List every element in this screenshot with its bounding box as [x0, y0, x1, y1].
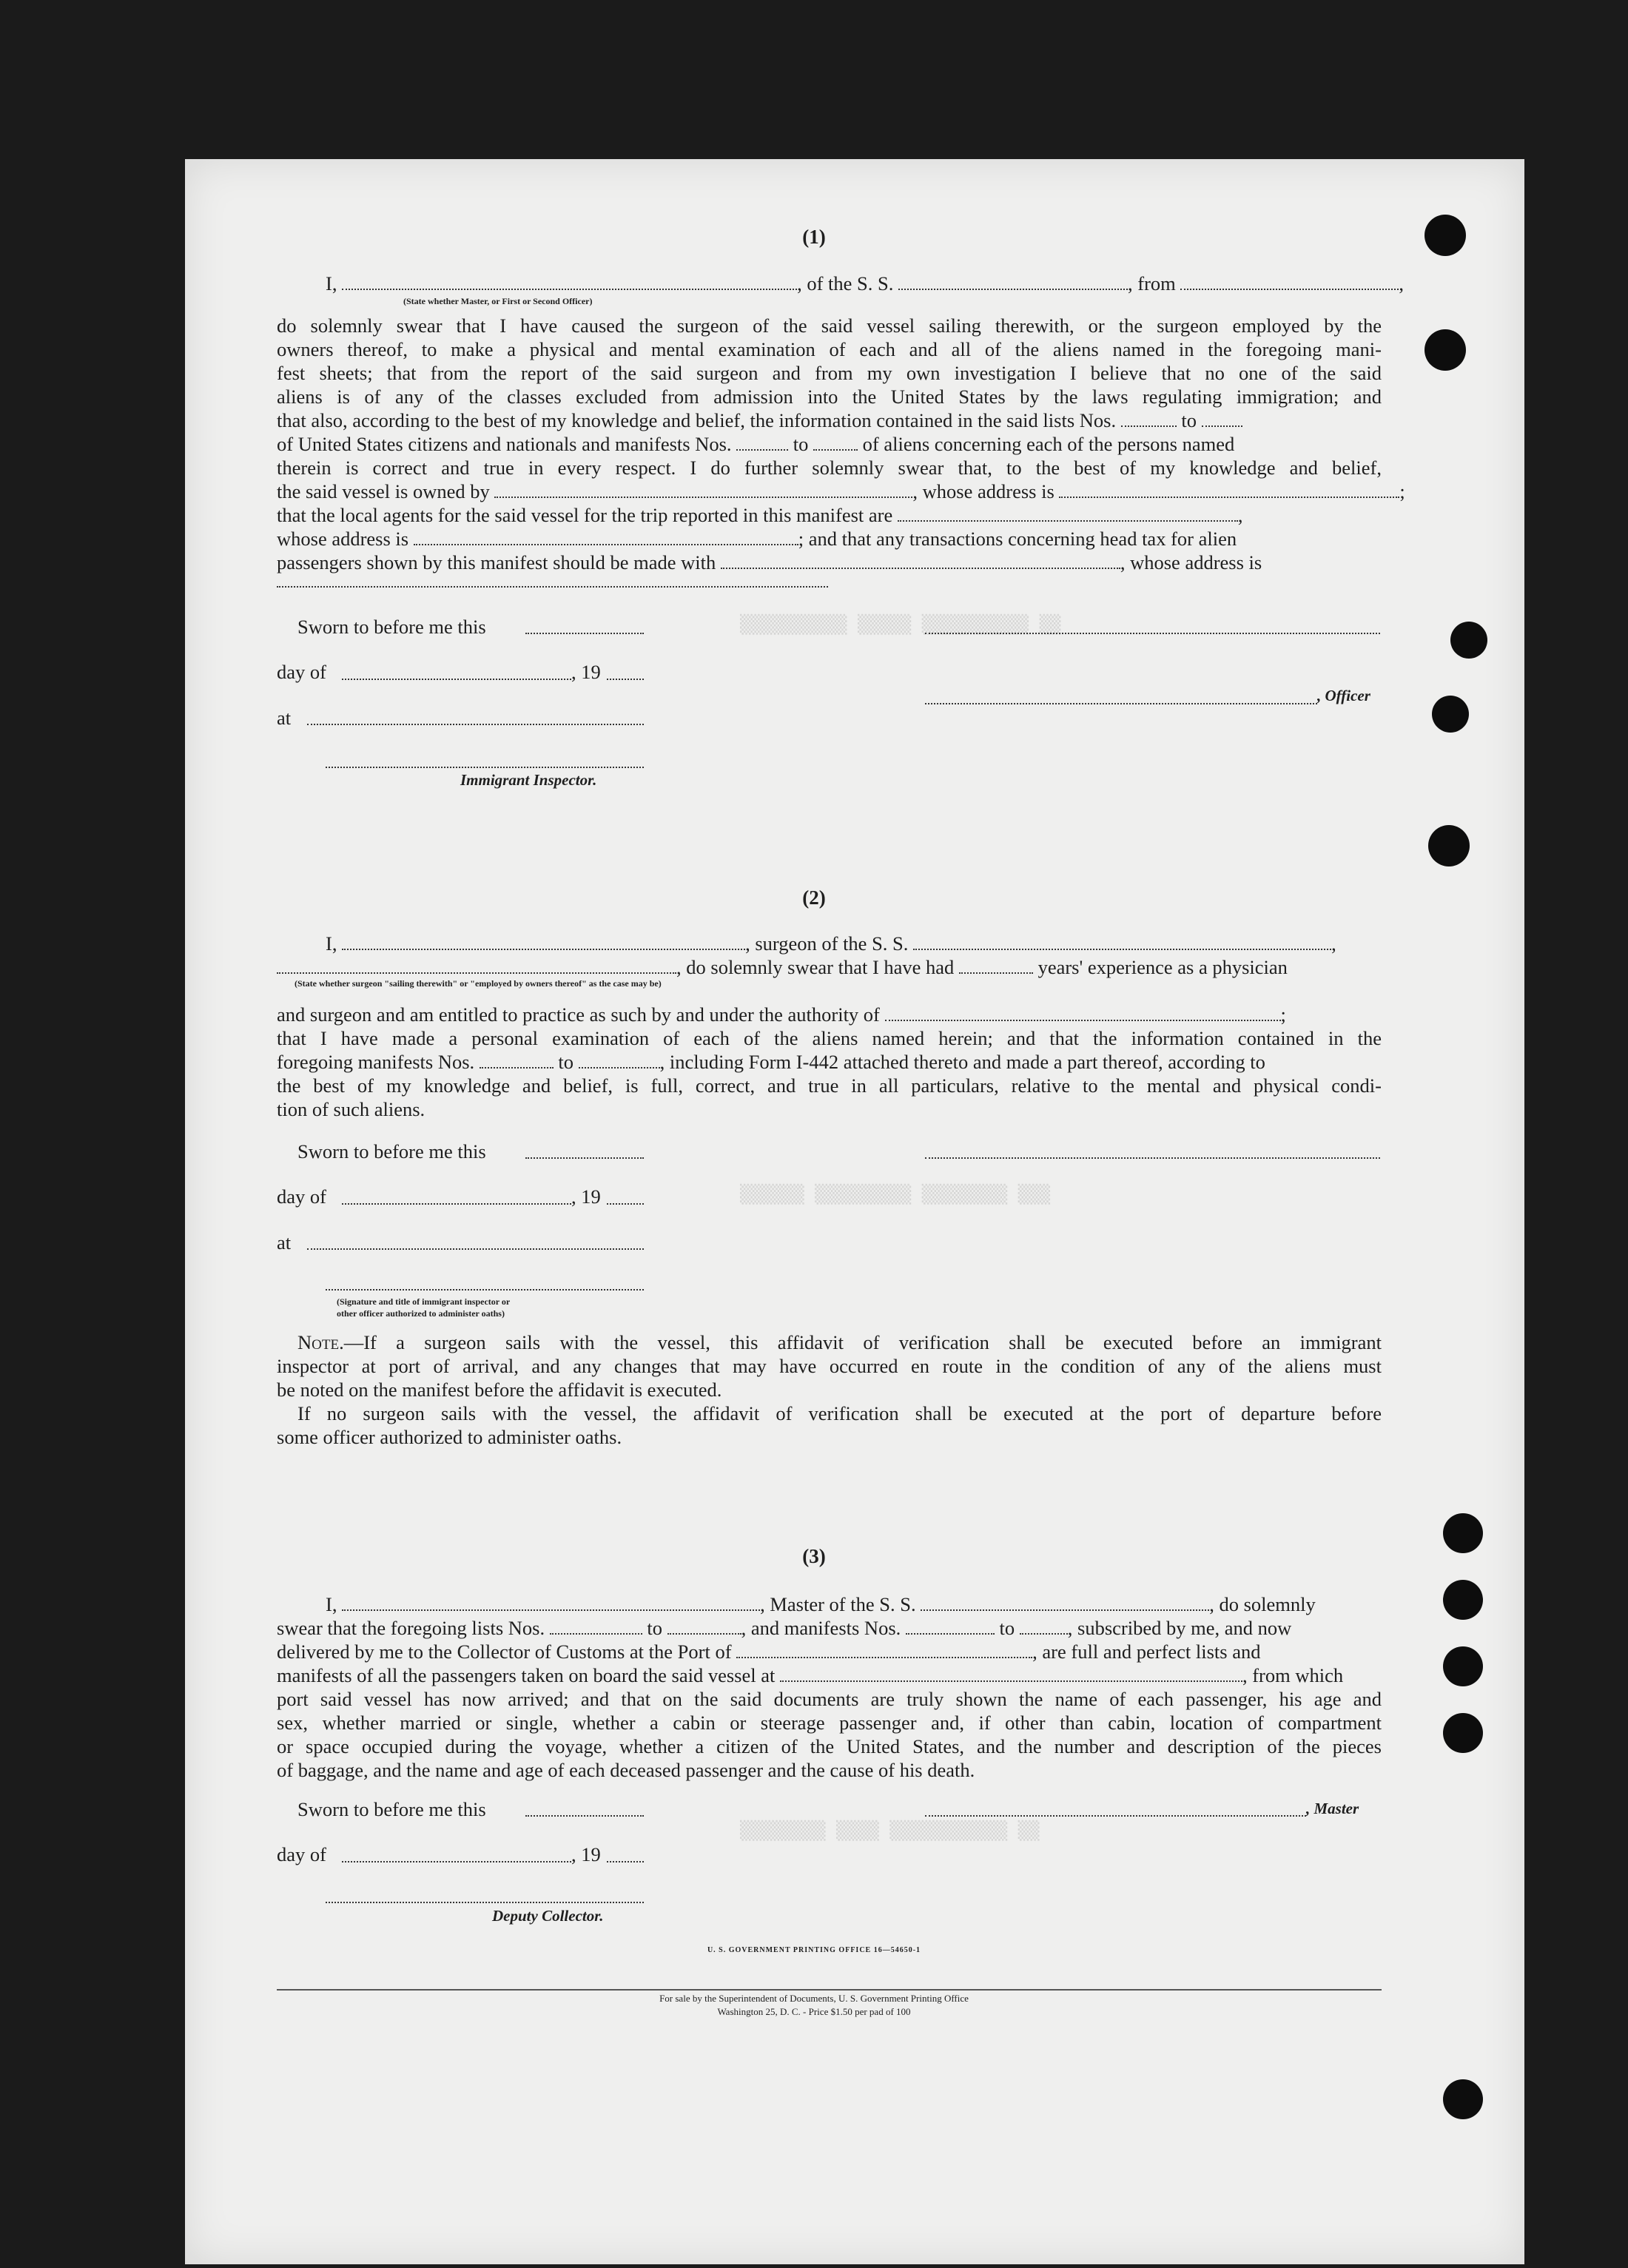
- text: to: [999, 1617, 1015, 1639]
- text: ; and that any transactions concerning head tax for alien: [798, 528, 1237, 550]
- text: manifests of all the passengers taken on board the said vessel at: [277, 1664, 776, 1686]
- list-from-field[interactable]: [550, 1617, 642, 1635]
- immigrant-inspector-label: Immigrant Inspector.: [460, 771, 597, 789]
- inspector-signature-field[interactable]: [326, 1289, 644, 1291]
- section-1-para-line: [277, 528, 1237, 551]
- sworn-label: Sworn to before me this: [297, 1140, 486, 1162]
- officer-label: , Officer: [1317, 687, 1370, 704]
- text: —If a surgeon sails with the vessel, this affidavit of verification shall be executed before an immigrant: [343, 1331, 1382, 1353]
- manifest-to-field[interactable]: [813, 433, 858, 451]
- note-head: Note.: [297, 1331, 344, 1353]
- section-1-para-line: [277, 409, 1242, 433]
- text: ;: [1280, 1003, 1286, 1026]
- vessel-name-field[interactable]: [921, 1593, 1209, 1611]
- section-2-surgeon-note: (State whether surgeon "sailing therewith" or "employed by owners thereof" as the case may be): [295, 978, 662, 989]
- footer-rule: [277, 1989, 1382, 1991]
- local-agents-field[interactable]: [898, 504, 1238, 522]
- section-1-para-line: therein is correct and true in every respect. I do further solemnly swear that, to the best of my knowledge and belief,: [277, 457, 1382, 479]
- year-label: , 19: [571, 661, 601, 683]
- section-1-para-line: [277, 551, 1262, 575]
- section-1-para-line: [277, 504, 1243, 528]
- text: to: [793, 433, 809, 455]
- vessel-name-field[interactable]: [898, 272, 1128, 290]
- text: the said vessel is owned by: [277, 480, 490, 502]
- note-line: be noted on the manifest before the affidavit is executed.: [277, 1379, 722, 1401]
- section-1-para-line: [277, 480, 1405, 504]
- note-line: [297, 1331, 1382, 1355]
- bleed-through: ▒▒▒▒▒▒ ▒▒▒▒▒▒▒▒▒ ▒▒▒▒▒▒▒▒ ▒▒▒: [740, 1184, 1051, 1205]
- text-of-ss: , of the S. S.: [797, 272, 894, 295]
- punch-hole: [1443, 1646, 1483, 1686]
- section-3-line-2: [277, 1617, 1291, 1641]
- officer-name-field[interactable]: [342, 272, 797, 290]
- signature-note-line: (Signature and title of immigrant inspector or: [337, 1296, 511, 1307]
- surgeon-status-field[interactable]: [277, 956, 676, 974]
- section-1-para-line: do solemnly swear that I have caused the surgeon of the said vessel sailing therewith, or the surgeon employed by the: [277, 314, 1382, 337]
- punch-hole: [1443, 1580, 1483, 1620]
- section-3-para-line: port said vessel has now arrived; and that on the said documents are truly shown the name of each passenger, his age and: [277, 1688, 1382, 1710]
- text: to: [647, 1617, 662, 1639]
- text-i: I,: [326, 272, 337, 295]
- text-comma: ,: [1399, 272, 1405, 295]
- master-label: , Master: [1306, 1800, 1359, 1817]
- text: to: [1181, 409, 1197, 431]
- sworn-label: Sworn to before me this: [297, 1798, 486, 1820]
- punch-hole: [1443, 2079, 1483, 2119]
- text: ,: [1331, 932, 1336, 955]
- text: passengers shown by this manifest should be made with: [277, 551, 716, 573]
- section-1-para-line: fest sheets; that from the report of the said surgeon and from my own investigation I believe that no one of the said: [277, 362, 1382, 384]
- day-of-month-field[interactable]: [342, 1203, 571, 1205]
- day-of-label: day of: [277, 1843, 326, 1865]
- text: , whose address is: [912, 480, 1054, 502]
- punch-hole: [1432, 696, 1469, 733]
- boarding-port-field[interactable]: [780, 1664, 1242, 1682]
- vessel-name-field[interactable]: [913, 932, 1331, 950]
- year-label: , 19: [571, 1185, 601, 1208]
- text-from: , from: [1128, 272, 1176, 295]
- text: of aliens concerning each of the persons named: [862, 433, 1235, 455]
- agents-address-field[interactable]: [414, 528, 798, 545]
- section-2-para-line: tion of such aliens.: [277, 1098, 426, 1120]
- text: delivered by me to the Collector of Customs at the Port of: [277, 1641, 732, 1663]
- text: to: [558, 1051, 574, 1073]
- text: , including Form I-442 attached thereto and made a part thereof, according to: [659, 1051, 1265, 1073]
- sworn-day-field[interactable]: [525, 1157, 644, 1159]
- text: , from which: [1242, 1664, 1344, 1686]
- master-signature-field[interactable]: [925, 1815, 1306, 1817]
- surgeon-signature-field[interactable]: [925, 1157, 1380, 1159]
- note-line: If no surgeon sails with the vessel, the affidavit of verification shall be executed at the port of departure before: [297, 1402, 1382, 1424]
- text: of United States citizens and nationals and manifests Nos.: [277, 433, 732, 455]
- sworn-day-field[interactable]: [525, 1815, 644, 1817]
- section-2-para-line: that I have made a personal examination of each of the aliens named herein; and that the information contained in the: [277, 1027, 1382, 1049]
- vessel-owner-field[interactable]: [494, 480, 912, 498]
- text: ;: [1399, 480, 1405, 502]
- day-of-label: day of: [277, 661, 326, 683]
- year-field[interactable]: [607, 1861, 644, 1862]
- text: that also, according to the best of my knowledge and belief, the information contained in the said lists Nos.: [277, 409, 1117, 431]
- bleed-through: ▒▒▒▒▒▒▒▒ ▒▒▒▒ ▒▒▒▒▒▒▒▒▒▒▒ ▒▒: [740, 1820, 1040, 1841]
- section-1-para-line: owners thereof, to make a physical and mental examination of each and all of the aliens named in the foregoing mani-: [277, 338, 1382, 360]
- deputy-collector-label: Deputy Collector.: [492, 1907, 604, 1925]
- section-2-number: (2): [802, 886, 826, 909]
- at-place-field[interactable]: [307, 724, 644, 725]
- manifest-from-field[interactable]: [736, 433, 788, 451]
- text: , subscribed by me, and now: [1067, 1617, 1292, 1639]
- section-3-number: (3): [802, 1545, 826, 1567]
- years-experience-field[interactable]: [959, 956, 1033, 974]
- text: I,: [326, 932, 337, 955]
- section-3-para-line: of baggage, and the name and age of each deceased passenger and the cause of his death.: [277, 1759, 975, 1781]
- head-tax-address-field[interactable]: [277, 586, 828, 588]
- text: swear that the foregoing lists Nos.: [277, 1617, 545, 1639]
- year-field[interactable]: [607, 1203, 644, 1205]
- master-name-field[interactable]: [342, 1593, 760, 1611]
- text: foregoing manifests Nos.: [277, 1051, 475, 1073]
- text: , do solemnly swear that I have had: [676, 956, 955, 978]
- manifest-from-field[interactable]: [906, 1617, 995, 1635]
- deputy-signature-field[interactable]: [326, 1902, 644, 1903]
- section-1-para-line: aliens is of any of the classes excluded from admission into the United States by the laws regulating immigration; and: [277, 386, 1382, 408]
- punch-hole: [1424, 329, 1466, 371]
- text: that the local agents for the said vessel for the trip reported in this manifest are: [277, 504, 893, 526]
- surgeon-name-field[interactable]: [342, 932, 745, 950]
- section-3-para-line: or space occupied during the voyage, whether a citizen of the United States, and the number and description of the pieces: [277, 1735, 1382, 1757]
- footer-line-1: For sale by the Superintendent of Documents, U. S. Government Printing Office: [659, 1993, 969, 2004]
- day-of-label: day of: [277, 1185, 326, 1208]
- day-of-month-field[interactable]: [342, 1861, 571, 1862]
- section-3-para-line: sex, whether married or single, whether a cabin or steerage passenger and, if other than cabin, location of compartment: [277, 1712, 1382, 1734]
- printing-office-note: U. S. GOVERNMENT PRINTING OFFICE 16—54650-1: [707, 1946, 921, 1954]
- inspector-signature-field[interactable]: [326, 767, 644, 768]
- at-label: at: [277, 707, 292, 729]
- list-to-field[interactable]: [667, 1617, 741, 1635]
- year-label: , 19: [571, 1843, 601, 1865]
- at-label: at: [277, 1231, 292, 1254]
- text: , are full and perfect lists and: [1032, 1641, 1261, 1663]
- text: I,: [326, 1593, 337, 1615]
- signature-note-line: other officer authorized to administer oaths): [337, 1308, 505, 1319]
- owner-address-field[interactable]: [1059, 480, 1399, 498]
- at-place-field[interactable]: [307, 1248, 644, 1250]
- text: years' experience as a physician: [1037, 956, 1288, 978]
- section-3-line-1: [326, 1593, 1316, 1617]
- text: , do solemnly: [1209, 1593, 1316, 1615]
- section-1-line-1: [326, 272, 1404, 296]
- section-3-line-4: [277, 1664, 1343, 1688]
- text: , and manifests Nos.: [741, 1617, 901, 1639]
- note-line: inspector at port of arrival, and any changes that may have occurred en route in the condition of any of the aliens must: [277, 1355, 1382, 1377]
- section-2-para-line: [277, 1003, 1286, 1027]
- note-line: some officer authorized to administer oaths.: [277, 1426, 622, 1448]
- officer-signature-field[interactable]: [925, 633, 1380, 634]
- list-to-field[interactable]: [1202, 409, 1242, 427]
- punch-hole: [1443, 1713, 1483, 1753]
- customs-port-field[interactable]: [736, 1641, 1032, 1658]
- manifest-from-field[interactable]: [480, 1051, 554, 1069]
- authority-field[interactable]: [885, 1003, 1281, 1021]
- text: , Master of the S. S.: [760, 1593, 916, 1615]
- footer-line-2: Washington 25, D. C. - Price $1.50 per pad of 100: [717, 2006, 911, 2017]
- text: and surgeon and am entitled to practice as such by and under the authority of: [277, 1003, 880, 1026]
- section-2-line-1: [326, 932, 1336, 956]
- list-from-field[interactable]: [1121, 409, 1177, 427]
- text: whose address is: [277, 528, 409, 550]
- section-1-officer-note: (State whether Master, or First or Second Officer): [403, 296, 593, 306]
- year-field[interactable]: [607, 679, 644, 680]
- text: , surgeon of the S. S.: [745, 932, 909, 955]
- departure-port-field[interactable]: [1180, 272, 1399, 290]
- sworn-label: Sworn to before me this: [297, 616, 486, 638]
- section-3-line-3: [277, 1641, 1260, 1664]
- sworn-day-field[interactable]: [525, 633, 644, 634]
- manifest-to-field[interactable]: [1020, 1617, 1068, 1635]
- section-2-para-line: the best of my knowledge and belief, is full, correct, and true in all particulars, relative to the mental and physical condi-: [277, 1074, 1382, 1097]
- manifest-to-field[interactable]: [579, 1051, 660, 1069]
- officer-title-field[interactable]: [925, 703, 1317, 704]
- text: , whose address is: [1120, 551, 1262, 573]
- day-of-month-field[interactable]: [342, 679, 571, 680]
- section-2-line-2: [277, 956, 1288, 980]
- section-2-para-line: [277, 1051, 1265, 1074]
- bleed-through: ▒▒▒▒▒▒▒▒▒▒ ▒▒▒▒▒ ▒▒▒▒▒▒▒▒▒▒ ▒▒: [740, 614, 1061, 635]
- section-1-number: (1): [802, 226, 826, 248]
- text: ,: [1237, 504, 1243, 526]
- punch-hole: [1450, 622, 1487, 659]
- head-tax-contact-field[interactable]: [721, 551, 1120, 569]
- section-1-para-line: [277, 433, 1234, 457]
- punch-hole: [1428, 825, 1470, 867]
